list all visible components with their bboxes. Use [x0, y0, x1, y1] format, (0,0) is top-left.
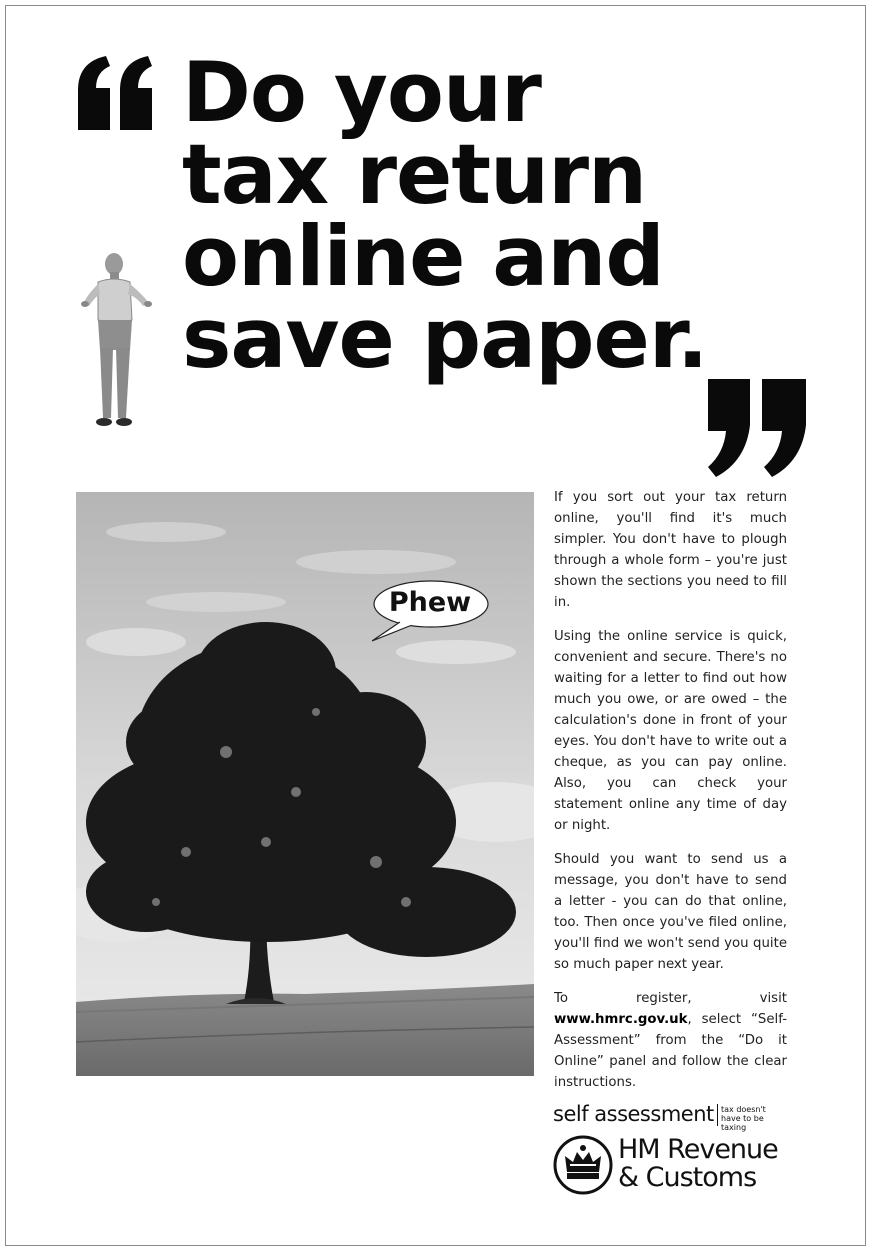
- tagline-line-2: have to be taxing: [721, 1114, 764, 1132]
- headline-line-1: Do your: [182, 44, 541, 141]
- hmrc-url-link[interactable]: www.hmrc.gov.uk: [554, 1012, 688, 1027]
- paragraph-1: If you sort out your tax return online, you'll find it's much simpler. You don't have to plough through a whole form – you're just shown the sections you need to fill in.: [554, 490, 787, 610]
- hmrc-wordmark: [618, 1136, 778, 1192]
- register-suffix: , select “Self-Assessment” from the “Do it Online” panel and follow the clear instructions.: [554, 1012, 787, 1090]
- register-prefix: To register, visit: [554, 991, 787, 1006]
- tagline-line-1: tax doesn't: [721, 1105, 766, 1114]
- paragraph-4: [554, 988, 787, 1093]
- headline-line-3: online and: [182, 208, 664, 305]
- crown-emblem-icon: [552, 1134, 614, 1196]
- self-assessment-logo: [553, 1100, 793, 1130]
- logo-divider: [717, 1104, 718, 1126]
- close-quote-icon: [702, 375, 810, 479]
- standing-man-illustration: [80, 250, 156, 432]
- hmrc-logo: [552, 1134, 792, 1198]
- headline: [182, 44, 708, 387]
- hmrc-line-2: & Customs: [618, 1162, 757, 1193]
- headline-line-2: tax return: [182, 126, 647, 223]
- body-copy: [554, 487, 787, 1106]
- open-quote-icon: [72, 54, 158, 134]
- paragraph-2: Using the online service is quick, convenient and secure. There's no waiting for a letter to find out how much you owe, or are owed – the calculation's done in front of your eyes. You don't have to write out a cheque, as you can pay online. Also, you can check your statement online any time of day or night.: [554, 629, 787, 833]
- paragraph-3: Should you want to send us a message, you don't have to send a letter - you can do that online, too. Then once you've filed online, you'll find we won't send you quite so much paper next year.: [554, 852, 787, 972]
- self-assessment-wordmark: self assessment: [553, 1102, 714, 1126]
- speech-bubble-text: Phew: [388, 587, 472, 618]
- headline-line-4: save paper.: [182, 290, 708, 387]
- self-assessment-tagline: [721, 1105, 791, 1132]
- hmrc-line-1: HM Revenue: [618, 1134, 778, 1165]
